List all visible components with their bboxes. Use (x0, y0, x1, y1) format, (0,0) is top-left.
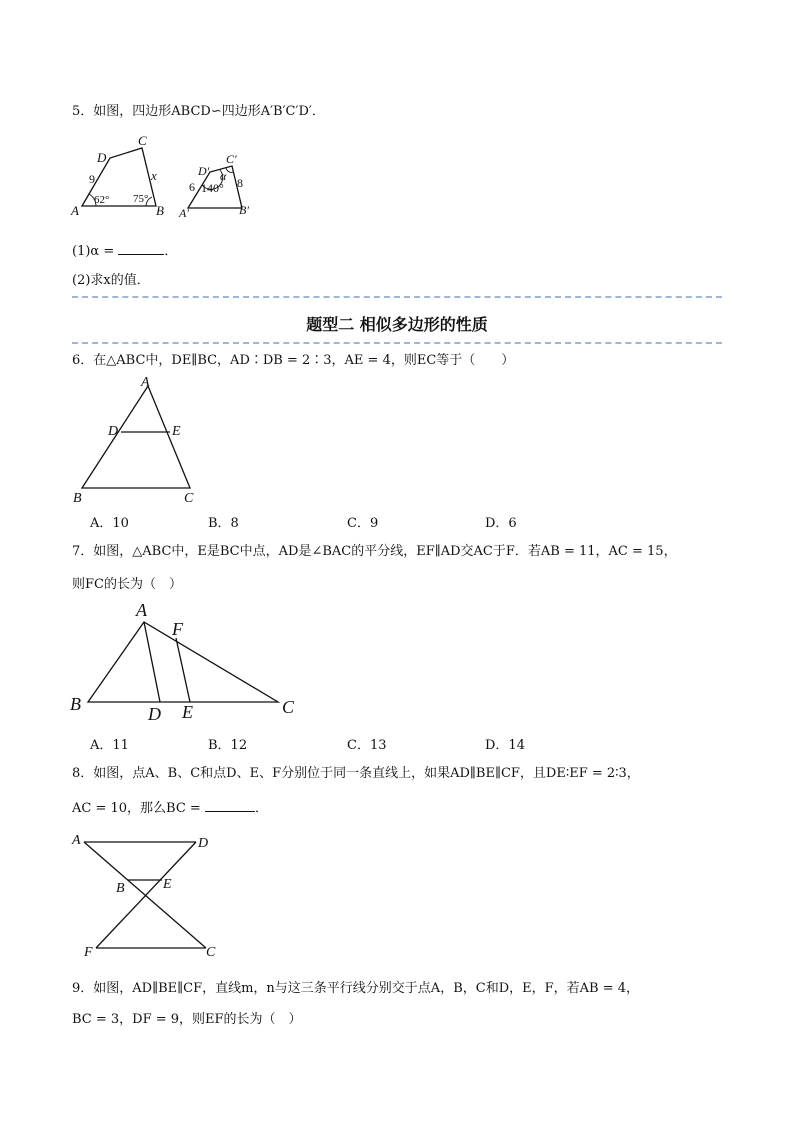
q9-stem-line2: BC = 3，DF = 9，则EF的长为（ ） (72, 1012, 302, 1027)
q6-stem: 6．在△ABC中，DE∥BC，AD∶DB = 2∶3，AE = 4，则EC等于（ ） (72, 353, 515, 368)
q8-label-d: D (198, 836, 209, 851)
q8-figure (66, 826, 226, 960)
q6-option-d[interactable]: D．6 (485, 516, 517, 531)
q6-option-a[interactable]: A．10 (90, 516, 129, 531)
q7-figure (68, 598, 302, 724)
q7-label-f: F (172, 619, 183, 639)
q5-left-angle-b: 75° (133, 193, 149, 205)
q5-part1 (72, 241, 177, 261)
q5-right-angle-c: α (220, 169, 227, 183)
q8-answer-blank[interactable] (205, 798, 255, 812)
q8-stem-line2-suffix: ． (254, 801, 268, 816)
q5-left-label-c: C (138, 133, 147, 148)
q6-option-c[interactable]: C．9 (347, 516, 379, 531)
q5-part2: (2)求x的值． (72, 273, 150, 288)
q5-figure-right (176, 150, 260, 220)
q6-label-e: E (172, 424, 181, 439)
q7-option-a[interactable]: A．11 (90, 738, 129, 753)
q6-option-b[interactable]: B．8 (208, 516, 239, 531)
q7-label-d: D (148, 704, 161, 724)
q8-stem-line1: 8．如图，点A、B、C和点D、E、F分别位于同一条直线上，如果AD∥BE∥CF，且DE∶EF = 2∶3， (72, 766, 640, 781)
section-divider-top (72, 296, 722, 298)
q5-right-label-d: D′ (198, 164, 210, 178)
q5-left-label-d: D (97, 150, 107, 165)
q8-label-b: B (116, 881, 125, 896)
q8-stem-line2 (72, 798, 268, 818)
q5-right-side-bc: 8 (237, 176, 243, 190)
q6-label-b: B (73, 491, 82, 506)
q5-right-label-c: C′ (226, 152, 237, 166)
q6-label-d: D (108, 424, 119, 439)
q5-right-label-b: B′ (239, 203, 249, 217)
q7-option-c[interactable]: C．13 (347, 738, 387, 753)
q7-label-c: C (282, 697, 295, 717)
q5-part1-suffix: ． (164, 244, 178, 259)
q5-right-angle-d: 140° (201, 181, 224, 195)
q8-label-c: C (206, 945, 216, 960)
section-divider-bottom (72, 342, 722, 344)
q7-option-d[interactable]: D．14 (485, 738, 525, 753)
section-title: 题型二 相似多边形的性质 (306, 315, 488, 334)
q5-part1-prefix: (1)α = (72, 244, 115, 259)
q5-stem: 5．如图，四边形ABCD∽四边形A′B′C′D′． (72, 104, 325, 119)
q5-left-side-ad: 9 (89, 172, 95, 186)
q6-label-c: C (184, 491, 194, 506)
q9-stem-line1: 9．如图，AD∥BE∥CF，直线m，n与这三条平行线分别交于点A，B，C和D，E，F，若AB = 4， (72, 981, 639, 996)
q7-stem-line1: 7．如图，△ABC中，E是BC中点，AD是∠BAC的平分线，EF∥AD交AC于F．若AB = 11，AC = 15， (72, 544, 677, 559)
q7-label-b: B (70, 694, 81, 714)
q7-label-a: A (136, 600, 147, 620)
q5-left-angle-a: 62° (94, 194, 110, 206)
q5-left-label-b: B (156, 203, 164, 216)
q5-right-side-ad: 6 (189, 180, 195, 194)
q5-part1-answer-blank[interactable] (118, 241, 164, 255)
q6-label-a: A (141, 375, 150, 390)
q5-left-side-bc: x (151, 168, 157, 183)
q7-stem-line2: 则FC的长为（ ） (72, 577, 182, 592)
q8-stem-line2-prefix: AC = 10，那么BC = (72, 801, 201, 816)
q8-label-e: E (163, 877, 172, 892)
q6-figure (70, 374, 200, 506)
q8-label-f: F (84, 945, 93, 960)
q7-label-e: E (182, 702, 193, 722)
q5-right-label-a: A′ (179, 206, 189, 220)
q5-figure-left (66, 132, 166, 216)
q7-option-b[interactable]: B．12 (208, 738, 248, 753)
q5-left-label-a: A (71, 203, 79, 216)
q8-label-a: A (72, 833, 81, 848)
